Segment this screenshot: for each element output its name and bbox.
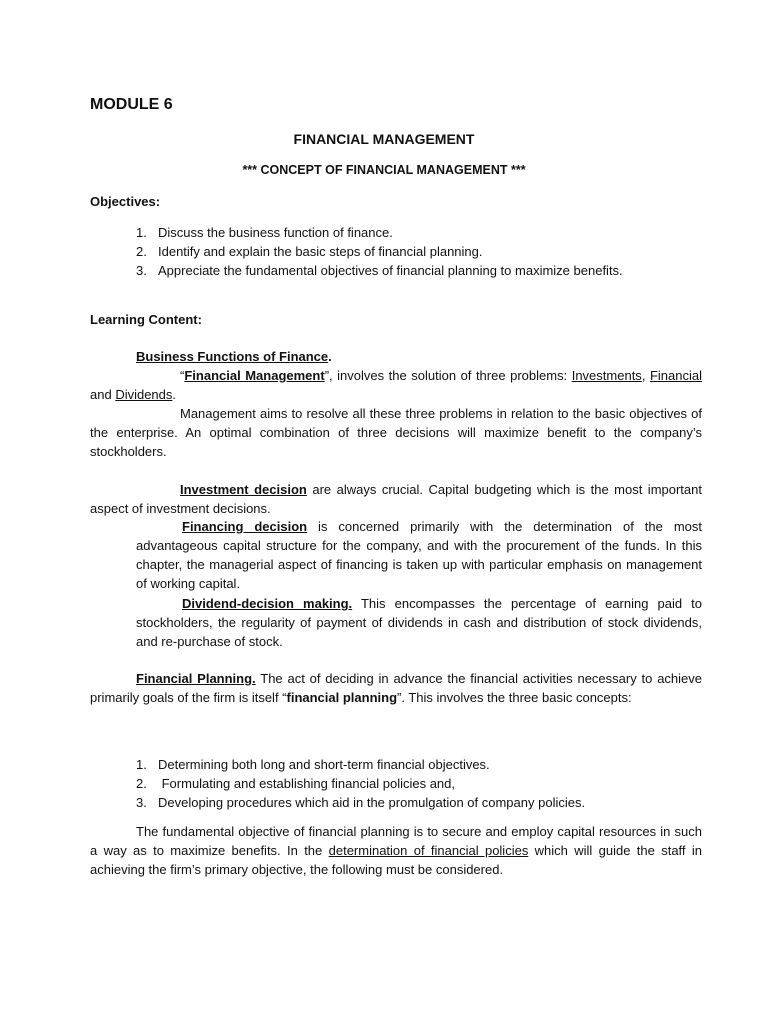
list-item: 2. Identify and explain the basic steps of financial planning. — [136, 244, 483, 259]
objectives-heading: Objectives: — [90, 194, 161, 209]
list-item: 3. Appreciate the fundamental objectives of financial planning to maximize benefits. — [136, 263, 623, 278]
financial-management-paragraph: “Financial Management”, involves the solution of three problems: Investments, Financial and Dividends. — [90, 368, 702, 402]
learning-content-heading: Learning Content: — [90, 312, 202, 327]
page-subtitle: *** CONCEPT OF FINANCIAL MANAGEMENT *** — [242, 163, 526, 177]
dividend-decision-paragraph: Dividend-decision making. This encompasses the percentage of earning paid to stockholders, the regularity of payment of dividends in cash and distribution of stock dividends, and re-purchase of stock. — [136, 596, 702, 649]
list-item: 3. Developing procedures which aid in the promulgation of company policies. — [136, 795, 586, 810]
financial-planning-paragraph: Financial Planning. The act of deciding in advance the financial activities necessary to achieve primarily goals of the firm is itself “financial planning”. This involves the three basic concepts: — [90, 671, 702, 705]
financial-planning-list — [136, 755, 585, 812]
list-item: 1. Determining both long and short-term financial objectives. — [136, 757, 490, 772]
investment-decision-paragraph: Investment decision are always crucial. Capital budgeting which is the most important aspect of investment decisions. — [90, 482, 702, 516]
module-heading: MODULE 6 — [90, 96, 173, 113]
financing-decision-paragraph: Financing decision is concerned primarily with the determination of the most advantageous capital structure for the company, and with the procurement of the funds. In this chapter, the managerial aspect of financing is taken up with particular emphasis on management of working capital. — [136, 519, 702, 591]
list-item: 2. Formulating and establishing financial policies and, — [136, 776, 456, 791]
page-title: FINANCIAL MANAGEMENT — [293, 131, 475, 147]
closing-paragraph: The fundamental objective of financial planning is to secure and employ capital resources in such a way as to maximize benefits. In the determination of financial policies which will guide the staff in achieving the firm’s primary objective, the following must be considered. — [90, 824, 703, 877]
business-functions-heading: Business Functions of Finance. — [136, 349, 332, 364]
management-aims-paragraph: Management aims to resolve all these three problems in relation to the basic objectives of the enterprise. An optimal combination of three decisions will maximize benefit to the company’s stockholders. — [90, 406, 702, 459]
list-item: 1. Discuss the business function of finance. — [136, 225, 393, 240]
objectives-list — [136, 223, 623, 280]
